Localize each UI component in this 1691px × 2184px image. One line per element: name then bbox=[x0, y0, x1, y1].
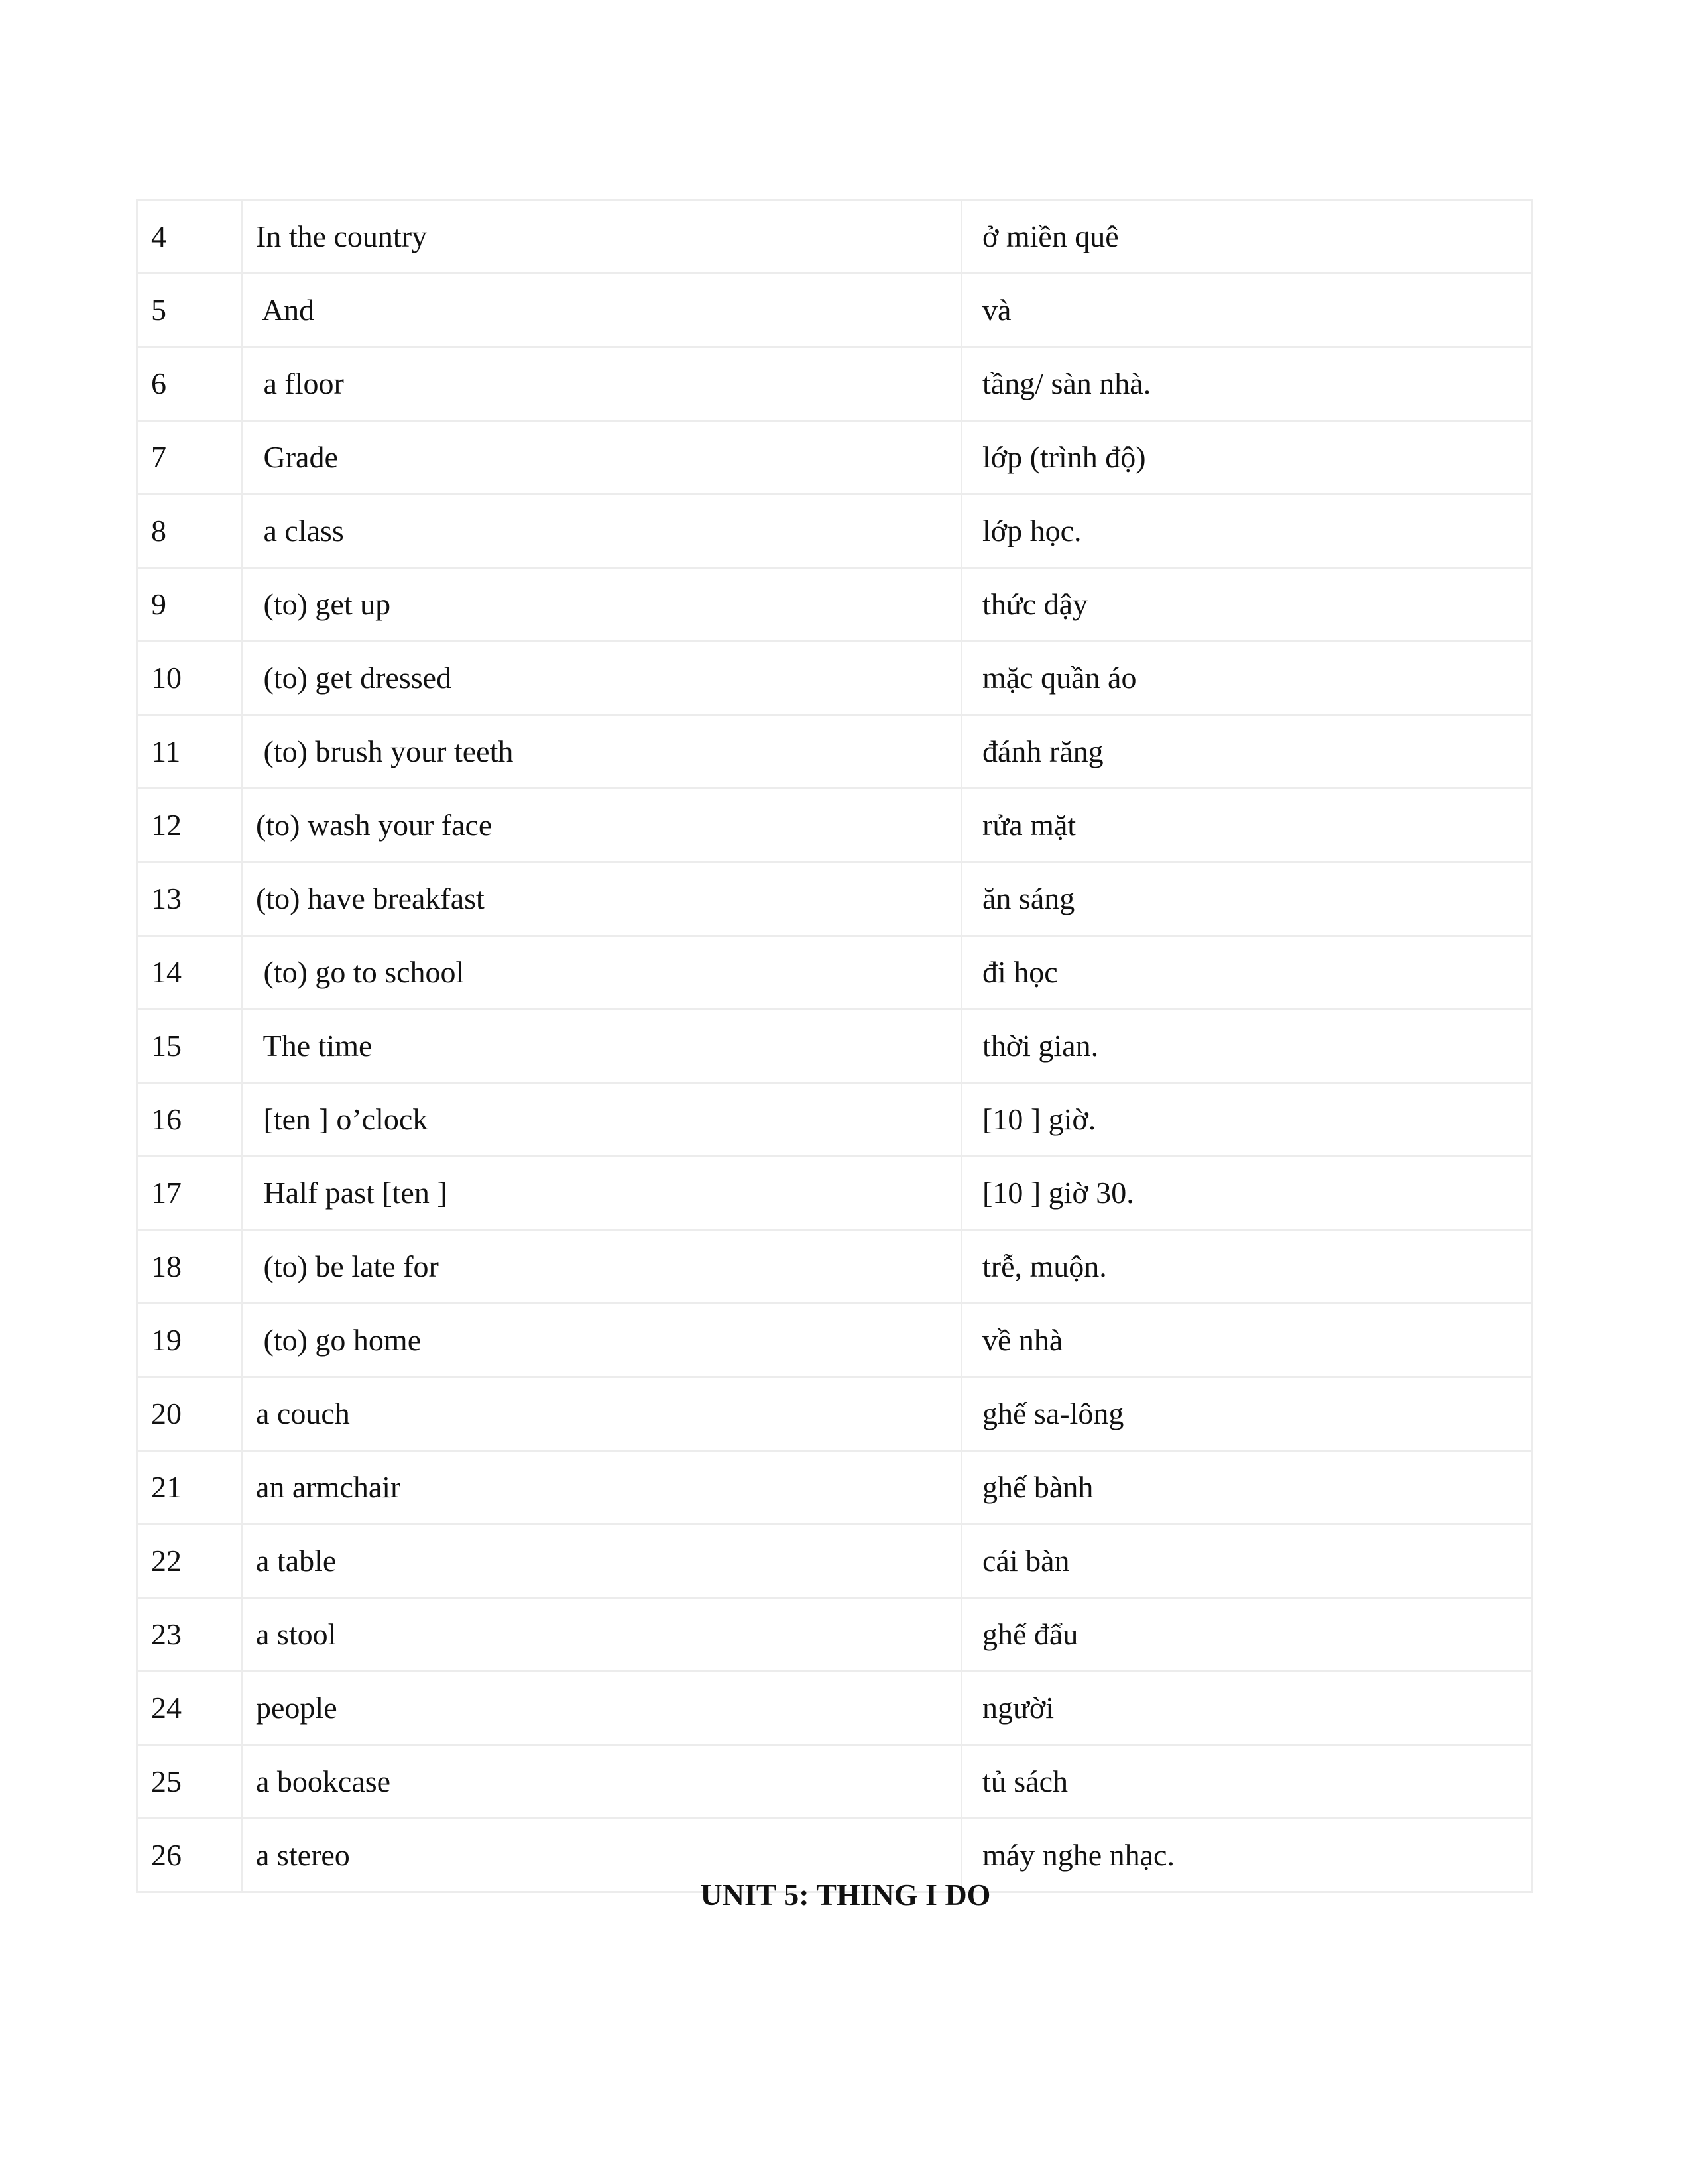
vietnamese-meaning-cell: ở miền quê bbox=[962, 200, 1533, 274]
row-number-cell: 19 bbox=[137, 1304, 242, 1377]
row-number-cell: 16 bbox=[137, 1083, 242, 1157]
english-term-cell: (to) go to school bbox=[242, 936, 962, 1009]
table-row bbox=[137, 1009, 1533, 1083]
english-term-cell: (to) wash your face bbox=[242, 789, 962, 862]
english-term-cell: a stool bbox=[242, 1598, 962, 1672]
row-number-cell: 14 bbox=[137, 936, 242, 1009]
row-number-cell: 17 bbox=[137, 1157, 242, 1230]
row-number-cell: 12 bbox=[137, 789, 242, 862]
vietnamese-meaning-cell: người bbox=[962, 1672, 1533, 1745]
vietnamese-meaning-cell: thời gian. bbox=[962, 1009, 1533, 1083]
vietnamese-meaning-cell: lớp (trình độ) bbox=[962, 421, 1533, 494]
english-term-cell: a stereo bbox=[242, 1819, 962, 1892]
row-number-cell: 18 bbox=[137, 1230, 242, 1304]
table-row bbox=[137, 862, 1533, 936]
english-term-cell: an armchair bbox=[242, 1451, 962, 1524]
table-row bbox=[137, 494, 1533, 568]
english-term-cell: [ten ] o’clock bbox=[242, 1083, 962, 1157]
row-number-cell: 23 bbox=[137, 1598, 242, 1672]
vietnamese-meaning-cell: và bbox=[962, 274, 1533, 347]
english-term-cell: a floor bbox=[242, 347, 962, 421]
vietnamese-meaning-cell: đi học bbox=[962, 936, 1533, 1009]
table-row bbox=[137, 1157, 1533, 1230]
english-term-cell: (to) be late for bbox=[242, 1230, 962, 1304]
table-row bbox=[137, 789, 1533, 862]
vietnamese-meaning-cell: thức dậy bbox=[962, 568, 1533, 642]
table-row bbox=[137, 568, 1533, 642]
vietnamese-meaning-cell: máy nghe nhạc. bbox=[962, 1819, 1533, 1892]
english-term-cell: And bbox=[242, 274, 962, 347]
table-row bbox=[137, 1377, 1533, 1451]
table-row bbox=[137, 936, 1533, 1009]
row-number-cell: 13 bbox=[137, 862, 242, 936]
english-term-cell: (to) have breakfast bbox=[242, 862, 962, 936]
english-term-cell: people bbox=[242, 1672, 962, 1745]
vietnamese-meaning-cell: ghế sa-lông bbox=[962, 1377, 1533, 1451]
row-number-cell: 24 bbox=[137, 1672, 242, 1745]
vietnamese-meaning-cell: mặc quần áo bbox=[962, 642, 1533, 715]
row-number-cell: 4 bbox=[137, 200, 242, 274]
table-row bbox=[137, 642, 1533, 715]
vietnamese-meaning-cell: tủ sách bbox=[962, 1745, 1533, 1819]
vietnamese-meaning-cell: về nhà bbox=[962, 1304, 1533, 1377]
english-term-cell: (to) brush your teeth bbox=[242, 715, 962, 789]
english-term-cell: The time bbox=[242, 1009, 962, 1083]
vietnamese-meaning-cell: tầng/ sàn nhà. bbox=[962, 347, 1533, 421]
table-row bbox=[137, 1745, 1533, 1819]
row-number-cell: 5 bbox=[137, 274, 242, 347]
row-number-cell: 26 bbox=[137, 1819, 242, 1892]
english-term-cell: (to) get dressed bbox=[242, 642, 962, 715]
english-term-cell: a class bbox=[242, 494, 962, 568]
english-term-cell: (to) get up bbox=[242, 568, 962, 642]
vietnamese-meaning-cell: ghế đẩu bbox=[962, 1598, 1533, 1672]
table-row bbox=[137, 1083, 1533, 1157]
vocabulary-table bbox=[136, 199, 1533, 1893]
table-row bbox=[137, 1598, 1533, 1672]
unit-heading: UNIT 5: THING I DO bbox=[700, 1878, 991, 1912]
row-number-cell: 10 bbox=[137, 642, 242, 715]
table-row bbox=[137, 421, 1533, 494]
vietnamese-meaning-cell: [10 ] giờ 30. bbox=[962, 1157, 1533, 1230]
row-number-cell: 20 bbox=[137, 1377, 242, 1451]
table-row bbox=[137, 200, 1533, 274]
vietnamese-meaning-cell: đánh răng bbox=[962, 715, 1533, 789]
row-number-cell: 15 bbox=[137, 1009, 242, 1083]
table-row bbox=[137, 347, 1533, 421]
table-row bbox=[137, 1672, 1533, 1745]
english-term-cell: a bookcase bbox=[242, 1745, 962, 1819]
vocabulary-table-body bbox=[137, 200, 1533, 1892]
vietnamese-meaning-cell: ăn sáng bbox=[962, 862, 1533, 936]
english-term-cell: a couch bbox=[242, 1377, 962, 1451]
row-number-cell: 21 bbox=[137, 1451, 242, 1524]
english-term-cell: Grade bbox=[242, 421, 962, 494]
row-number-cell: 9 bbox=[137, 568, 242, 642]
table-row bbox=[137, 1230, 1533, 1304]
row-number-cell: 8 bbox=[137, 494, 242, 568]
row-number-cell: 6 bbox=[137, 347, 242, 421]
vietnamese-meaning-cell: trễ, muộn. bbox=[962, 1230, 1533, 1304]
vietnamese-meaning-cell: cái bàn bbox=[962, 1524, 1533, 1598]
english-term-cell: (to) go home bbox=[242, 1304, 962, 1377]
table-row bbox=[137, 715, 1533, 789]
row-number-cell: 7 bbox=[137, 421, 242, 494]
english-term-cell: Half past [ten ] bbox=[242, 1157, 962, 1230]
vietnamese-meaning-cell: rửa mặt bbox=[962, 789, 1533, 862]
vietnamese-meaning-cell: lớp học. bbox=[962, 494, 1533, 568]
vietnamese-meaning-cell: [10 ] giờ. bbox=[962, 1083, 1533, 1157]
row-number-cell: 11 bbox=[137, 715, 242, 789]
table-row bbox=[137, 1304, 1533, 1377]
english-term-cell: a table bbox=[242, 1524, 962, 1598]
row-number-cell: 22 bbox=[137, 1524, 242, 1598]
table-row bbox=[137, 1524, 1533, 1598]
english-term-cell: In the country bbox=[242, 200, 962, 274]
row-number-cell: 25 bbox=[137, 1745, 242, 1819]
table-row bbox=[137, 1451, 1533, 1524]
table-row bbox=[137, 274, 1533, 347]
vietnamese-meaning-cell: ghế bành bbox=[962, 1451, 1533, 1524]
